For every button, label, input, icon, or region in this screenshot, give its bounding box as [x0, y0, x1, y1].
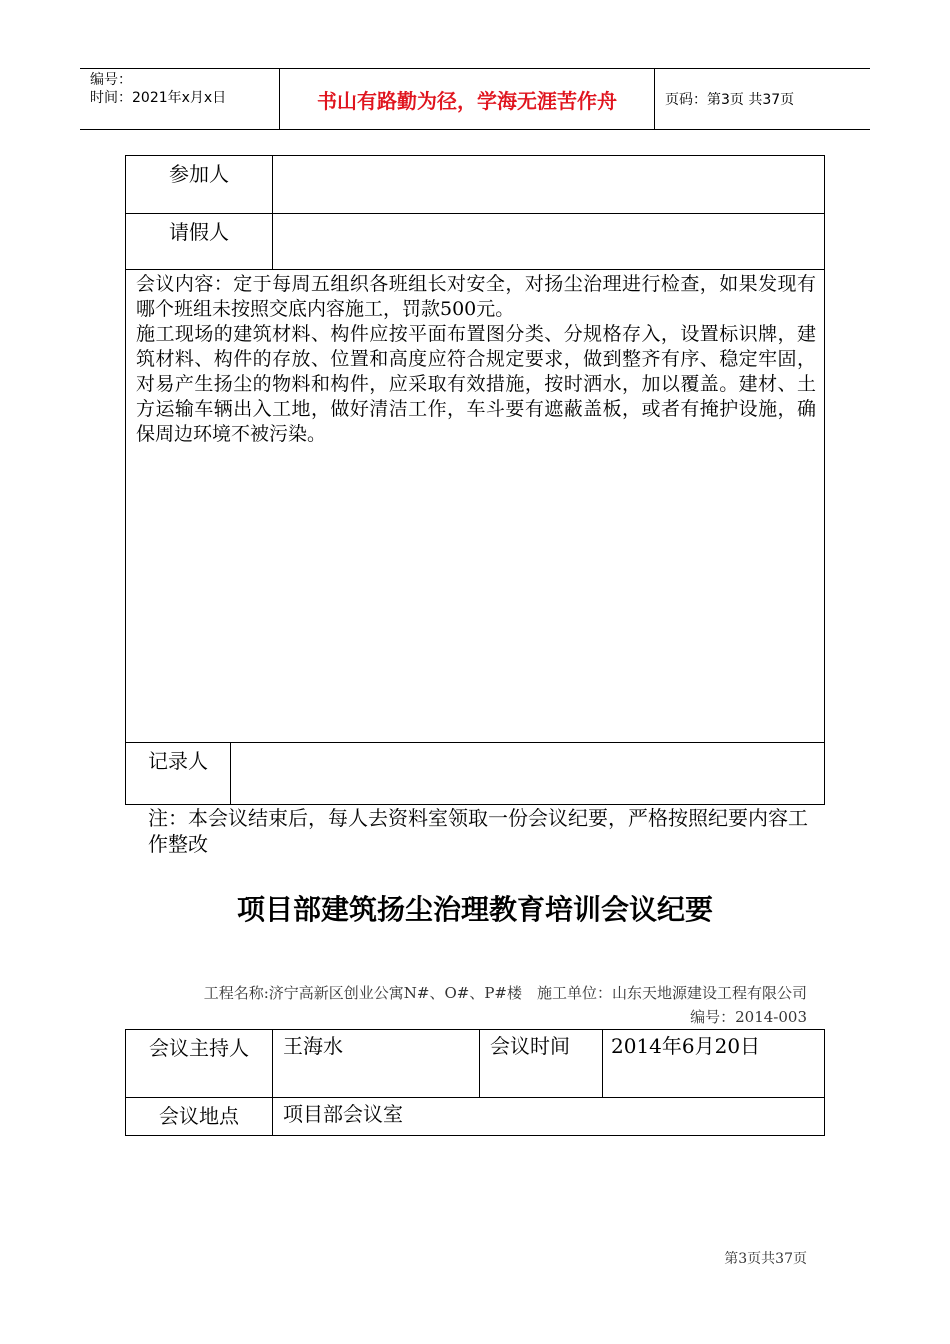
- leave-row: [126, 214, 825, 270]
- content-paragraph-1: 会议内容：定于每周五组织各班组长对安全，对扬尘治理进行检查，如果发现有哪个班组未按照交底内容施工，罚款500元。: [136, 273, 816, 320]
- time-value: 2014年6月20日: [603, 1030, 825, 1098]
- recorder-value: [231, 743, 824, 804]
- meeting-record-table: [125, 155, 825, 805]
- content-paragraph-2: 施工现场的建筑材料、构件应按平面布置图分类、分规格存入，设置标识牌，建筑材料、构件的存放、位置和高度应符合规定要求，做到整齐有序、稳定牢固，对易产生扬尘的物料和构件，应采取有效措施，按时洒水，加以覆盖。建材、土方运输车辆出入工地，做好清洁工作，车斗要有遮蔽盖板，或者有掩护设施，确保周边环境不被污染。: [136, 323, 816, 445]
- content-row: [126, 270, 825, 743]
- recorder-label: 记录人: [126, 743, 231, 804]
- participants-label: 参加人: [126, 156, 273, 214]
- recorder-cell: [126, 743, 825, 805]
- participants-value: [273, 156, 825, 214]
- host-value: 王海水: [273, 1030, 480, 1098]
- meeting-note: 注：本会议结束后，每人去资料室领取一份会议纪要，严格按照纪要内容工作整改: [148, 806, 808, 856]
- header-left: [80, 69, 280, 129]
- host-label: 会议主持人: [126, 1030, 273, 1098]
- time-label: 会议时间: [480, 1030, 603, 1098]
- place-value: 项目部会议室: [273, 1098, 825, 1136]
- host-time-row: [126, 1030, 825, 1098]
- page-header: [80, 68, 870, 130]
- meeting-content: [126, 270, 825, 743]
- meeting-info-table: [125, 1029, 825, 1136]
- recorder-row: [126, 743, 825, 805]
- header-page-info: 页码：第3页 共37页: [665, 92, 795, 108]
- participants-row: [126, 156, 825, 214]
- header-motto: 书山有路勤为径，学海无涯苦作舟: [280, 69, 655, 129]
- document-number: 编号：2014-003: [690, 1008, 807, 1026]
- place-row: [126, 1098, 825, 1136]
- header-time: 时间：2021年x月x日: [90, 90, 227, 106]
- header-number: 编号：: [90, 72, 132, 88]
- section-title: 项目部建筑扬尘治理教育培训会议纪要: [236, 893, 713, 926]
- leave-value: [273, 214, 825, 270]
- leave-label: 请假人: [126, 214, 273, 270]
- page-footer: 第3页共37页: [724, 1251, 807, 1267]
- project-info-line: 工程名称:济宁高新区创业公寓N#、O#、P#楼 施工单位：山东天地源建设工程有限公司: [203, 984, 807, 1002]
- place-label: 会议地点: [126, 1098, 273, 1136]
